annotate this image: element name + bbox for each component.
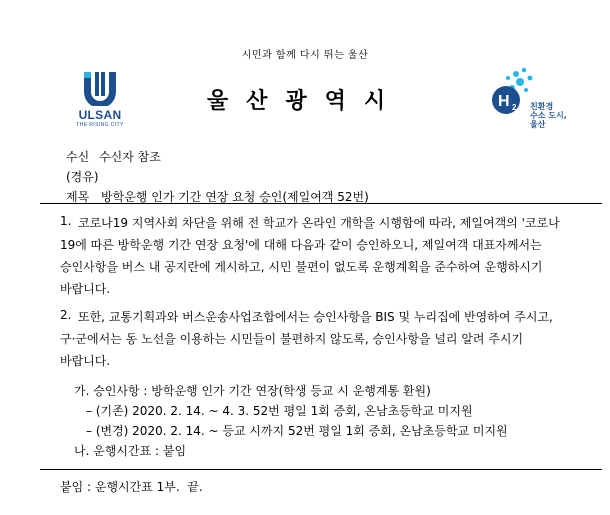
hydrogen-logo bbox=[486, 60, 566, 150]
hydrogen-logo-line-3: 울산 bbox=[530, 120, 546, 129]
org-title: 울산광역시 bbox=[206, 89, 404, 114]
paragraph-1-line-4: 바랍니다. bbox=[60, 282, 111, 296]
item-ga-changed: – (변경) 2020. 2. 14. ~ 등교 시까지 52번 평일 1회 증회, 온남초등학교 미지원 bbox=[86, 424, 508, 438]
paragraph-1-number: 1. bbox=[60, 214, 72, 228]
svg-text:H: H bbox=[498, 93, 510, 110]
hydrogen-logo-line-1: 친환경 bbox=[530, 102, 554, 111]
slogan: 시민과 함께 다시 뛰는 울산 bbox=[241, 50, 369, 61]
paragraph-2-line-3: 바랍니다. bbox=[60, 354, 111, 368]
hydrogen-logo-line-2: 수소 도시, bbox=[530, 111, 567, 120]
header-divider bbox=[40, 203, 602, 204]
paragraph-2-line-2: 구·군에서는 동 노선을 이용하는 시민들이 불편하지 않도록, 승인사항을 널리 알려 주시기 bbox=[60, 332, 524, 346]
hydrogen-city-logo-icon bbox=[486, 60, 566, 150]
ulsan-logo-name: ULSAN bbox=[78, 108, 122, 122]
attachment-line: 붙임 : 운행시간표 1부. 끝. bbox=[60, 480, 203, 494]
paragraph-1-line-2: 19에 따른 방학운행 기간 연장 요청'에 대해 다음과 같이 승인하오니, 제일여객 대표자께서는 bbox=[60, 238, 542, 252]
subject-label: 제목 bbox=[66, 190, 90, 204]
paragraph-2-line-1: 또한, 교통기획과와 버스운송사업조합에서는 승인사항을 BIS 및 누리집에 반영하여 주시고, bbox=[78, 310, 553, 324]
paragraph-2-number: 2. bbox=[60, 308, 72, 322]
via-row: (경유) bbox=[66, 170, 99, 184]
footer-divider bbox=[40, 469, 602, 470]
ulsan-logo-tagline: THE RISING CITY bbox=[76, 122, 124, 128]
item-ga-previous: – (기존) 2020. 2. 14. ~ 4. 3. 52번 평일 1회 증회, 온남초등학교 미지원 bbox=[86, 404, 473, 418]
subject-value: 방학운행 인가 기간 연장 요청 승인(제일여객 52번) bbox=[101, 190, 369, 204]
item-na: 나. 운행시간표 : 붙임 bbox=[74, 444, 187, 458]
svg-text:2: 2 bbox=[512, 103, 517, 112]
recipient-label: 수신 bbox=[66, 150, 90, 164]
item-ga: 가. 승인사항 : 방학운행 인가 기간 연장(학생 등교 시 운행계통 환원) bbox=[74, 384, 431, 398]
paragraph-1-line-1: 코로나19 지역사회 차단을 위해 전 학교가 온라인 개학을 시행함에 따라, 제일여객의 '코로나 bbox=[78, 216, 560, 230]
recipient-row bbox=[66, 148, 161, 165]
recipient-value: 수신자 참조 bbox=[99, 150, 161, 164]
paragraph-1-line-3: 승인사항을 버스 내 공지란에 게시하고, 시민 불편이 없도록 운행계획을 준수하여 운행하시기 bbox=[60, 260, 543, 274]
